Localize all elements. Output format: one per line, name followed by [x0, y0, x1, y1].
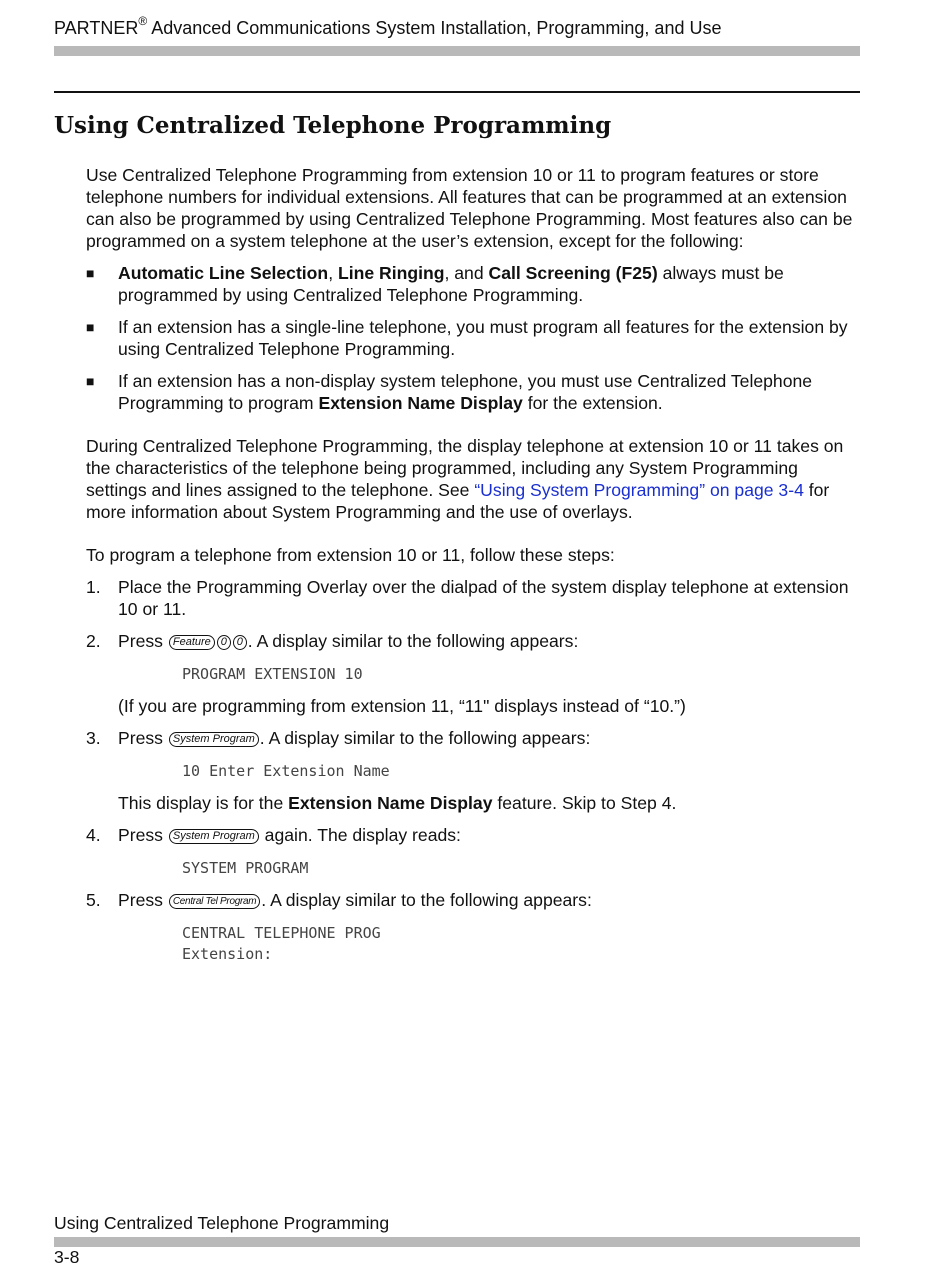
step-item: [86, 727, 860, 814]
zero-key-icon: 0: [217, 635, 231, 650]
system-program-key-icon: System Program: [169, 732, 259, 747]
display-readout: [182, 923, 860, 965]
page-content: [86, 164, 860, 975]
text-run: ,: [328, 263, 338, 283]
step-item: [86, 630, 860, 717]
text-run: for the extension.: [522, 393, 663, 413]
step-number: 3.: [86, 728, 101, 748]
header-gray-bar: [54, 46, 860, 56]
step-item: [86, 576, 860, 620]
bold-term: Call Screening (F25): [488, 263, 658, 283]
bold-term: Automatic Line Selection: [118, 263, 329, 283]
text-run: feature. Skip to Step 4.: [492, 793, 677, 813]
zero-key-icon: 0: [233, 635, 247, 650]
display-readout: 10 Enter Extension Name: [182, 762, 390, 780]
display-line: CENTRAL TELEPHONE PROG: [182, 924, 381, 942]
display-readout: PROGRAM EXTENSION 10: [182, 665, 363, 683]
step-text: Press: [118, 631, 168, 651]
text-run: for more information about System Programming and the use of overlays.: [86, 480, 830, 522]
text-run: During Centralized Telephone Programming, the display telephone at extension 10 or 11 takes on the characteristics of the telephone being programmed, including any System Programming settings and lines assigned to the telephone. See: [86, 436, 844, 500]
overlay-paragraph: [86, 435, 860, 523]
step-item: [86, 824, 860, 879]
feature-key-icon: Feature: [169, 635, 215, 650]
running-header: [54, 16, 721, 39]
bullet-marker: ■: [86, 265, 95, 281]
step-note: (If you are programming from extension 11, “11" displays instead of “10.”): [118, 696, 686, 716]
step-text: Place the Programming Overlay over the dialpad of the system display telephone at extension 10 or 11.: [118, 577, 849, 619]
footer-section-title: Using Centralized Telephone Programming: [54, 1213, 390, 1233]
bullet-item: [86, 316, 860, 360]
intro-paragraph: Use Centralized Telephone Programming from extension 10 or 11 to program features or store telephone numbers for individual extensions. All features that can be programmed at an extension can also be programmed by using Centralized Telephone Programming. Most features also can be programmed on a system telephone at the user’s extension, except for the following:: [86, 165, 853, 251]
step-number: 4.: [86, 825, 101, 845]
step-item: [86, 889, 860, 965]
central-tel-program-key-icon: Central Tel Program: [169, 894, 260, 909]
step-text: Press: [118, 825, 168, 845]
step-number: 1.: [86, 577, 101, 597]
header-title-suffix: Advanced Communications System Installation, Programming, and Use: [147, 18, 722, 38]
text-run: If an extension has a single-line telephone, you must program all features for the extension by using Centralized Telephone Programming.: [118, 317, 848, 359]
header-title-prefix: PARTNER: [54, 18, 139, 38]
registered-mark: ®: [138, 14, 148, 28]
step-text: again. The display reads:: [259, 825, 461, 845]
bold-term: Extension Name Display: [288, 793, 493, 813]
bullet-item: [86, 370, 860, 414]
step-text: Press: [118, 728, 168, 748]
step-text: . A display similar to the following appears:: [259, 728, 591, 748]
bullet-marker: ■: [86, 319, 95, 335]
display-line: Extension:: [182, 945, 273, 963]
steps-intro: To program a telephone from extension 10 or 11, follow these steps:: [86, 545, 615, 565]
text-run: , and: [444, 263, 489, 283]
bullet-marker: ■: [86, 373, 95, 389]
bold-term: Extension Name Display: [318, 393, 523, 413]
step-note: [118, 792, 860, 814]
system-program-key-icon: System Program: [169, 829, 259, 844]
step-text: . A display similar to the following appears:: [247, 631, 579, 651]
text-run: This display is for the: [118, 793, 289, 813]
step-text: . A display similar to the following appears:: [261, 890, 592, 910]
step-number: 2.: [86, 631, 101, 651]
text-run: always must be programmed by using Centralized Telephone Programming.: [118, 263, 784, 305]
bold-term: Line Ringing: [337, 263, 445, 283]
step-number: 5.: [86, 890, 101, 910]
page-number: 3-8: [54, 1247, 80, 1267]
display-readout: SYSTEM PROGRAM: [182, 859, 309, 877]
footer-gray-bar: [54, 1237, 860, 1247]
step-text: Press: [118, 890, 168, 910]
text-run: If an extension has a non-display system telephone, you must use Centralized Telephone Programming to program: [118, 371, 813, 413]
section-title: Using Centralized Telephone Programming: [54, 112, 612, 139]
bullet-item: [86, 262, 860, 306]
section-rule: [54, 91, 860, 93]
system-programming-link[interactable]: “Using System Programming” on page 3-4: [474, 480, 804, 500]
